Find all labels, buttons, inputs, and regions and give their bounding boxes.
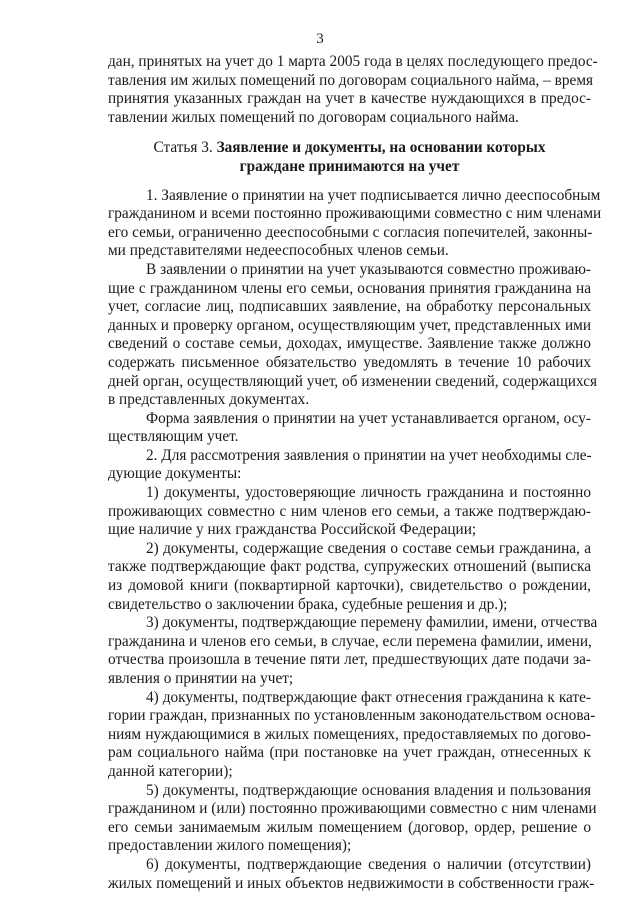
text-line: свидетельство о заключении брака, судебные решения и др.);: [108, 595, 508, 613]
text-line: рам социального найма (при постановке на учет граждан, отнесенных к: [108, 744, 591, 762]
article-title-part-1: Заявление и документы, на основании которых: [216, 139, 546, 157]
text-line: тавлении жилых помещений по договорам социального найма.: [108, 108, 519, 126]
text-line: ми представителями недееспособных членов семьи.: [108, 242, 449, 260]
text-line: дан, принятых на учет до 1 марта 2005 года в целях последующего предос-: [108, 53, 598, 70]
article-heading-line-1: [108, 139, 591, 158]
text-line: Форма заявления о принятии на учет устанавливается органом, осу-: [146, 409, 591, 427]
text-line: 1) документы, удостоверяющие личность гражданина и постоянно: [146, 484, 591, 502]
text-line: также подтверждающие факт родства, супружеских отношений (выписка: [108, 558, 591, 576]
text-line: ществляющим учет.: [108, 428, 239, 446]
paragraph: [108, 447, 591, 484]
text-line: 2. Для рассмотрения заявления о принятии на учет необходимы сле-: [146, 446, 592, 464]
text-line: тавления им жилых помещений по договорам социального найма, – время: [108, 71, 594, 89]
text-line: сведений о составе семьи, доходах, имуществе. Заявление также должно: [108, 335, 591, 353]
text-line: гражданином и всеми постоянно проживающими совместно с ним членами: [108, 205, 602, 223]
paragraph: [108, 186, 602, 261]
article-heading: [108, 139, 591, 176]
text-line: отчества произошла в течение пяти лет, предшествующих дате подачи за-: [108, 651, 591, 669]
page-number: 3: [316, 31, 324, 47]
text-line: гражданина и членов его семьи, в случае, если перемена фамилии, имени,: [108, 632, 592, 650]
paragraph: [108, 781, 597, 856]
text-line: дней орган, осуществляющий учет, об изменении сведений, содержащихся: [108, 372, 598, 390]
article-prefix: Статья 3.: [153, 139, 217, 157]
text-line: его семьи занимаемым жилым помещением (договор, ордер, решение о: [108, 818, 591, 836]
text-line: данных и проверку органом, осуществляющим учет, представленных ими: [108, 316, 591, 334]
article-paragraphs: [108, 186, 602, 894]
article-heading-line-2: [108, 158, 591, 177]
paragraph: [108, 855, 595, 893]
paragraph: [108, 614, 598, 688]
text-line: учет, согласие лиц, подписавших заявление, на обработку персональных: [108, 298, 591, 316]
paragraph: [108, 260, 598, 410]
text-line: щие с гражданином члены его семьи, основания принятия гражданина на: [108, 279, 591, 297]
document-body: [108, 53, 602, 893]
paragraph: [108, 484, 591, 540]
text-line: В заявлении о принятии на учет указываются совместно проживаю-: [146, 260, 591, 278]
text-line: дующие документы:: [108, 465, 242, 483]
text-line: жилых помещений и иных объектов недвижимости в собственности граж-: [108, 874, 595, 892]
paragraph: [108, 540, 591, 614]
text-line: явления о принятии на учет;: [108, 670, 294, 687]
text-line: 3) документы, подтверждающие перемену фамилии, имени, отчества: [146, 614, 598, 632]
text-line: 6) документы, подтверждающие сведения о наличии (отсутствии): [146, 855, 591, 873]
text-line: из домовой книги (поквартирной карточки), свидетельство о рождении,: [108, 577, 591, 595]
text-line: предоставлении жилого помещения);: [108, 837, 352, 855]
text-line: 4) документы, подтверждающие факт отнесения гражданина к кате-: [146, 688, 591, 706]
text-line: гории граждан, признанных по установленным законодательством основа-: [108, 707, 596, 725]
paragraph: [108, 410, 591, 447]
paragraph: [108, 688, 596, 782]
text-line: данной категории);: [108, 762, 233, 780]
text-line: содержать письменное обязательство уведомлять в течение 10 рабочих: [108, 353, 591, 371]
article-title-part-2: граждане принимаются на учет: [239, 157, 460, 175]
text-line: принятия указанных граждан на учет в качестве нуждающихся в предос-: [108, 90, 591, 108]
text-line: проживающих совместно с ним членов его семьи, а также подтверждаю-: [108, 502, 591, 520]
text-line: гражданином и (или) постоянно проживающими совместно с ним членами: [108, 800, 597, 818]
text-line: 2) документы, содержащие сведения о составе семьи гражданина, а: [146, 539, 591, 557]
text-line: ниям нуждающимися в жилых помещениях, предоставляемых по догово-: [108, 725, 591, 743]
text-line: щие наличие у них гражданства Российской Федерации;: [108, 521, 477, 539]
text-line: 5) документы, подтверждающие основания владения и пользования: [146, 781, 591, 799]
text-line: в представленных документах.: [108, 391, 310, 409]
text-line: 1. Заявление о принятии на учет подписывается лично дееспособным: [146, 186, 601, 204]
text-line: его семьи, ограниченно дееспособными с согласия попечителей, законны-: [108, 223, 593, 241]
intro-paragraph: [108, 53, 598, 127]
